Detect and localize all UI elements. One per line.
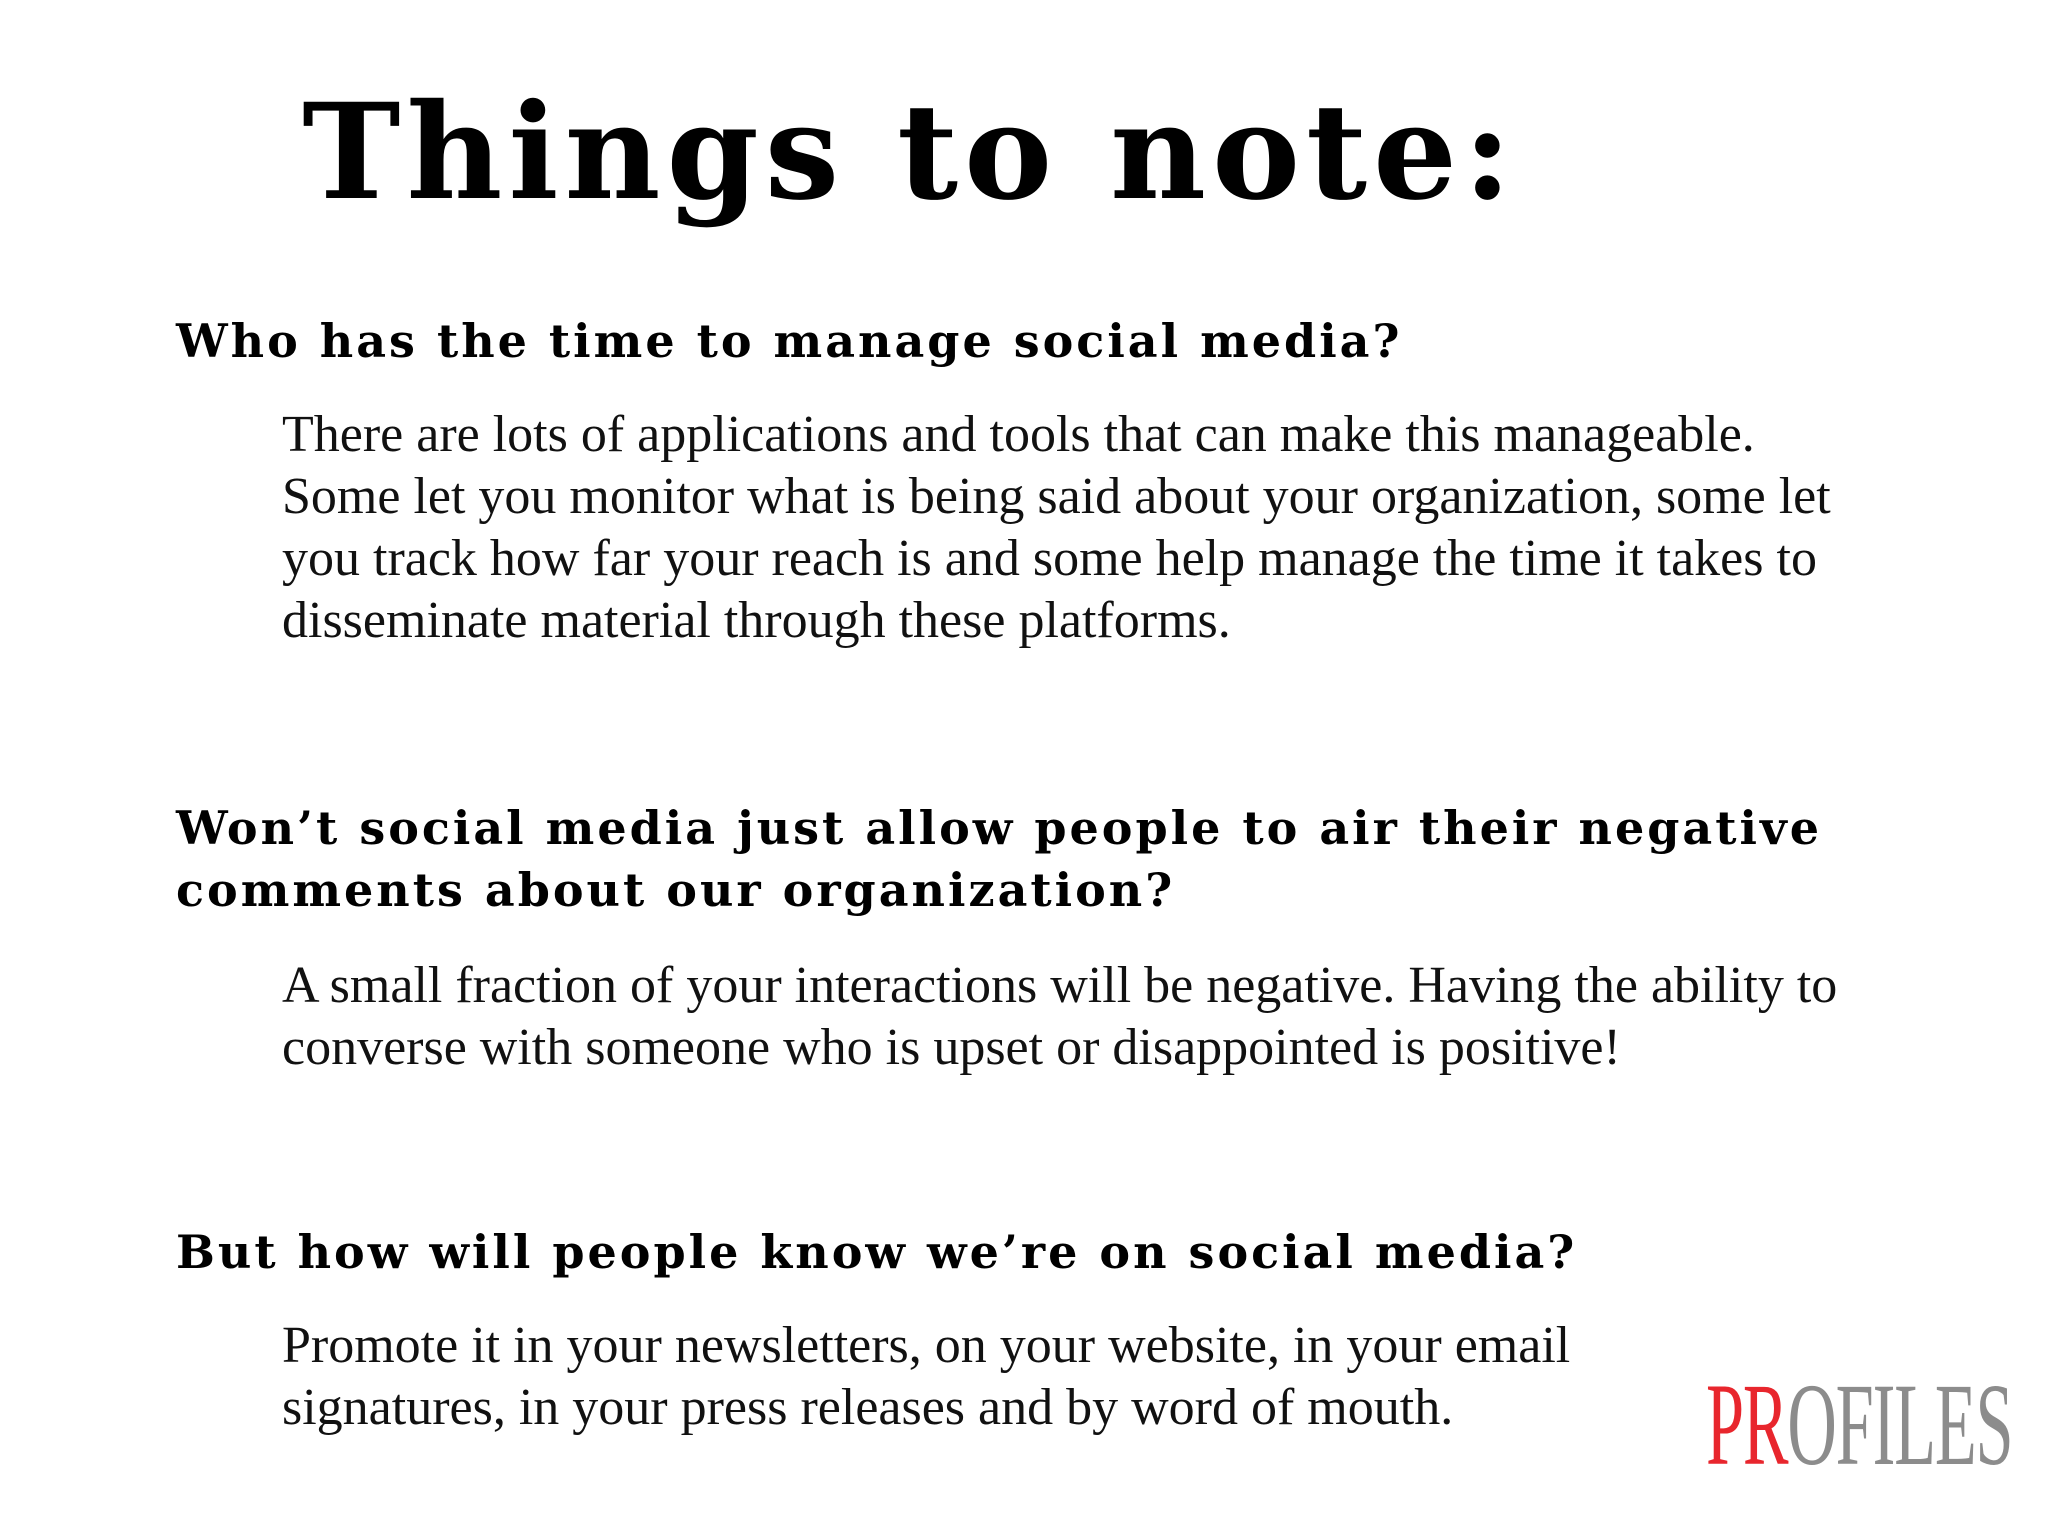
answer-promotion: Promote it in your newsletters, on your website, in your email signatures, in your press releases and by word of mouth. xyxy=(282,1317,1571,1436)
answer-negative-comments: A small fraction of your interactions will be negative. Having the ability to converse with someone who is upset or disappointed is positive! xyxy=(282,957,1838,1076)
logo-accent-text: PR xyxy=(1706,1359,1788,1490)
question-promotion: But how will people know we’re on social media? xyxy=(176,1225,1578,1279)
profiles-logo xyxy=(1706,1359,2013,1490)
answer-time-management: There are lots of applications and tools that can make this manageable. Some let you monitor what is being said about your organization, some let you track how far your reach is and some help manage the time it takes to disseminate material through these platforms. xyxy=(282,406,1831,649)
question-negative-comments: Won’t social media just allow people to air their negative comments about our organization? xyxy=(176,801,1822,917)
question-time-management: Who has the time to manage social media? xyxy=(176,314,1403,368)
logo-rest-text: OFILES xyxy=(1787,1359,2013,1490)
slide-title: Things to note: xyxy=(302,75,1518,230)
